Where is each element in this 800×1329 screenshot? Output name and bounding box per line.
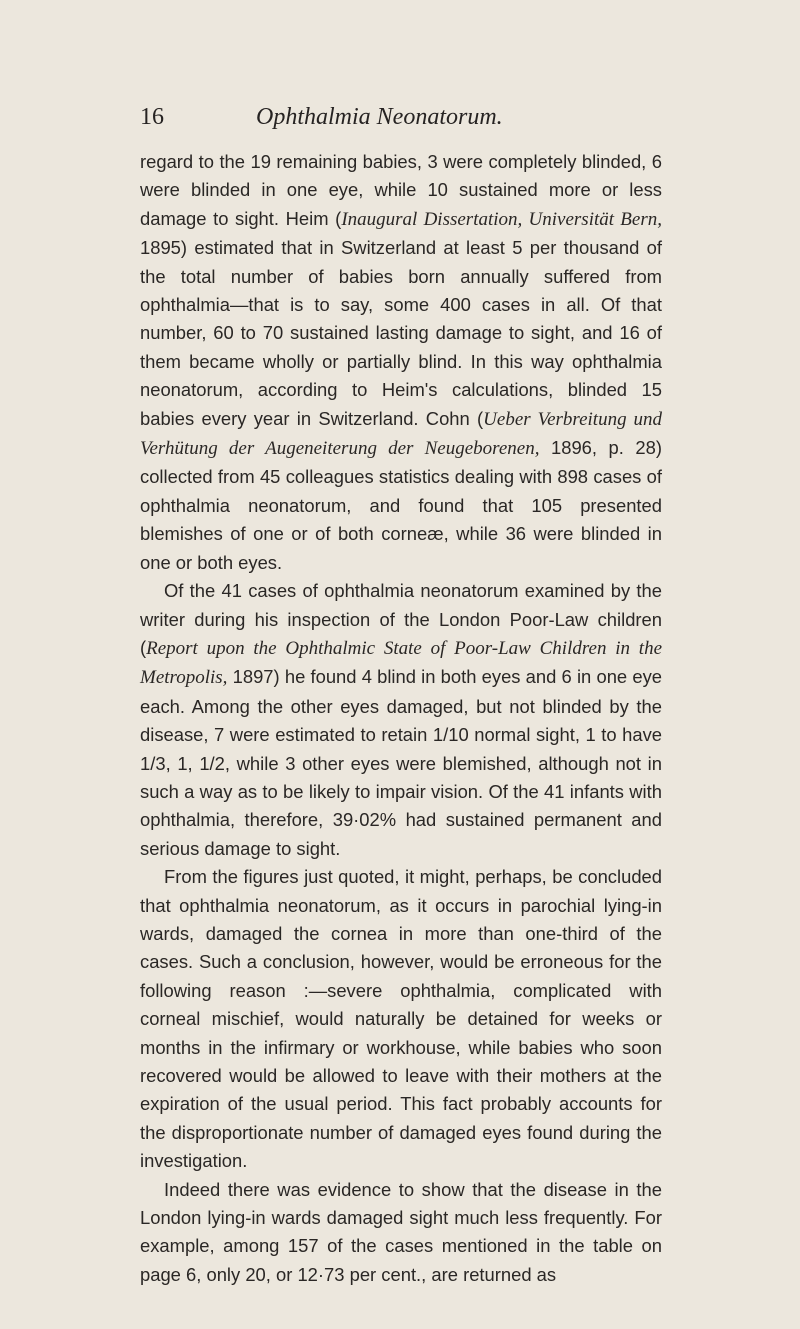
citation-title: Ueber Verbreitung und Verhütung der Augeneiterung der Neugeborenen, [140,408,662,460]
running-title: Ophthalmia Neonatorum. [256,104,503,130]
citation-title: Report upon the Ophthalmic State of Poor-Law Children in the Metropolis, [140,637,662,689]
paragraph-2 [140,577,662,863]
text-run: 1895) estimated that in Switzerland at least 5 per thousand of the total number of babies born annually suffered from ophthalmia—that is to say, some 400 cases in all. Of that number, 60 to 70 sustained lasting damage to sight, and 16 of them became wholly or partially blind. In this way ophthalmia neonatorum, according to Heim's calculations, blinded 15 babies every year in Switzerland. Cohn ( [140,237,662,429]
paragraph-1 [140,148,662,577]
text-run: Indeed there was evidence to show that the disease in the London lying-in wards damaged sight much less frequently. For example, among 157 of the cases mentioned in the table on page 6, only 20, or 12·73 per cent., are returned as [140,1178,662,1285]
text-run: regard to the 19 remaining babies, 3 were completely blinded, 6 were blinded in one eye, while 10 sustained more or less damage to sight. Heim ( [140,151,662,229]
citation-title: Inaugural Dissertation, Universität Bern, [341,208,662,230]
text-run: Of the 41 cases of ophthalmia neonatorum examined by the writer during his inspection of the London Poor-Law children ( [140,580,662,658]
page-number: 16 [140,104,164,130]
page-header [0,104,800,134]
text-run: 1896, p. 28) collected from 45 colleagues statistics dealing with 898 cases of ophthalmia neonatorum, and found that 105 presented blemishes of one or of both corneæ, while 36 were blinded in one or both eyes. [140,437,662,573]
text-run: 1897) he found 4 blind in both eyes and 6 in one eye each. Among the other eyes damaged, but not blinded by the disease, 7 were estimated to retain 1/10 normal sight, 1 to have 1/3, 1, 1/2, while 3 other eyes were blemished, although not in such a way as to be likely to impair vision. Of the 41 infants with ophthalmia, therefore, 39·02% had sustained permanent and serious damage to sight. [140,666,662,859]
body-text [140,148,662,1289]
paragraph-4 [140,1176,662,1290]
text-run: From the figures just quoted, it might, perhaps, be concluded that ophthalmia neonatorum, as it occurs in parochial lying-in wards, damaged the cornea in more than one-third of the cases. Such a conclusion, however, would be erroneous for the following reason :—severe ophthalmia, complicated with corneal mischief, would naturally be detained for weeks or months in the infirmary or workhouse, while babies who soon recovered would be allowed to leave with their mothers at the expiration of the usual period. This fact probably accounts for the disproportionate number of damaged eyes found during the investigation. [140,866,662,1172]
paragraph-3 [140,863,662,1175]
